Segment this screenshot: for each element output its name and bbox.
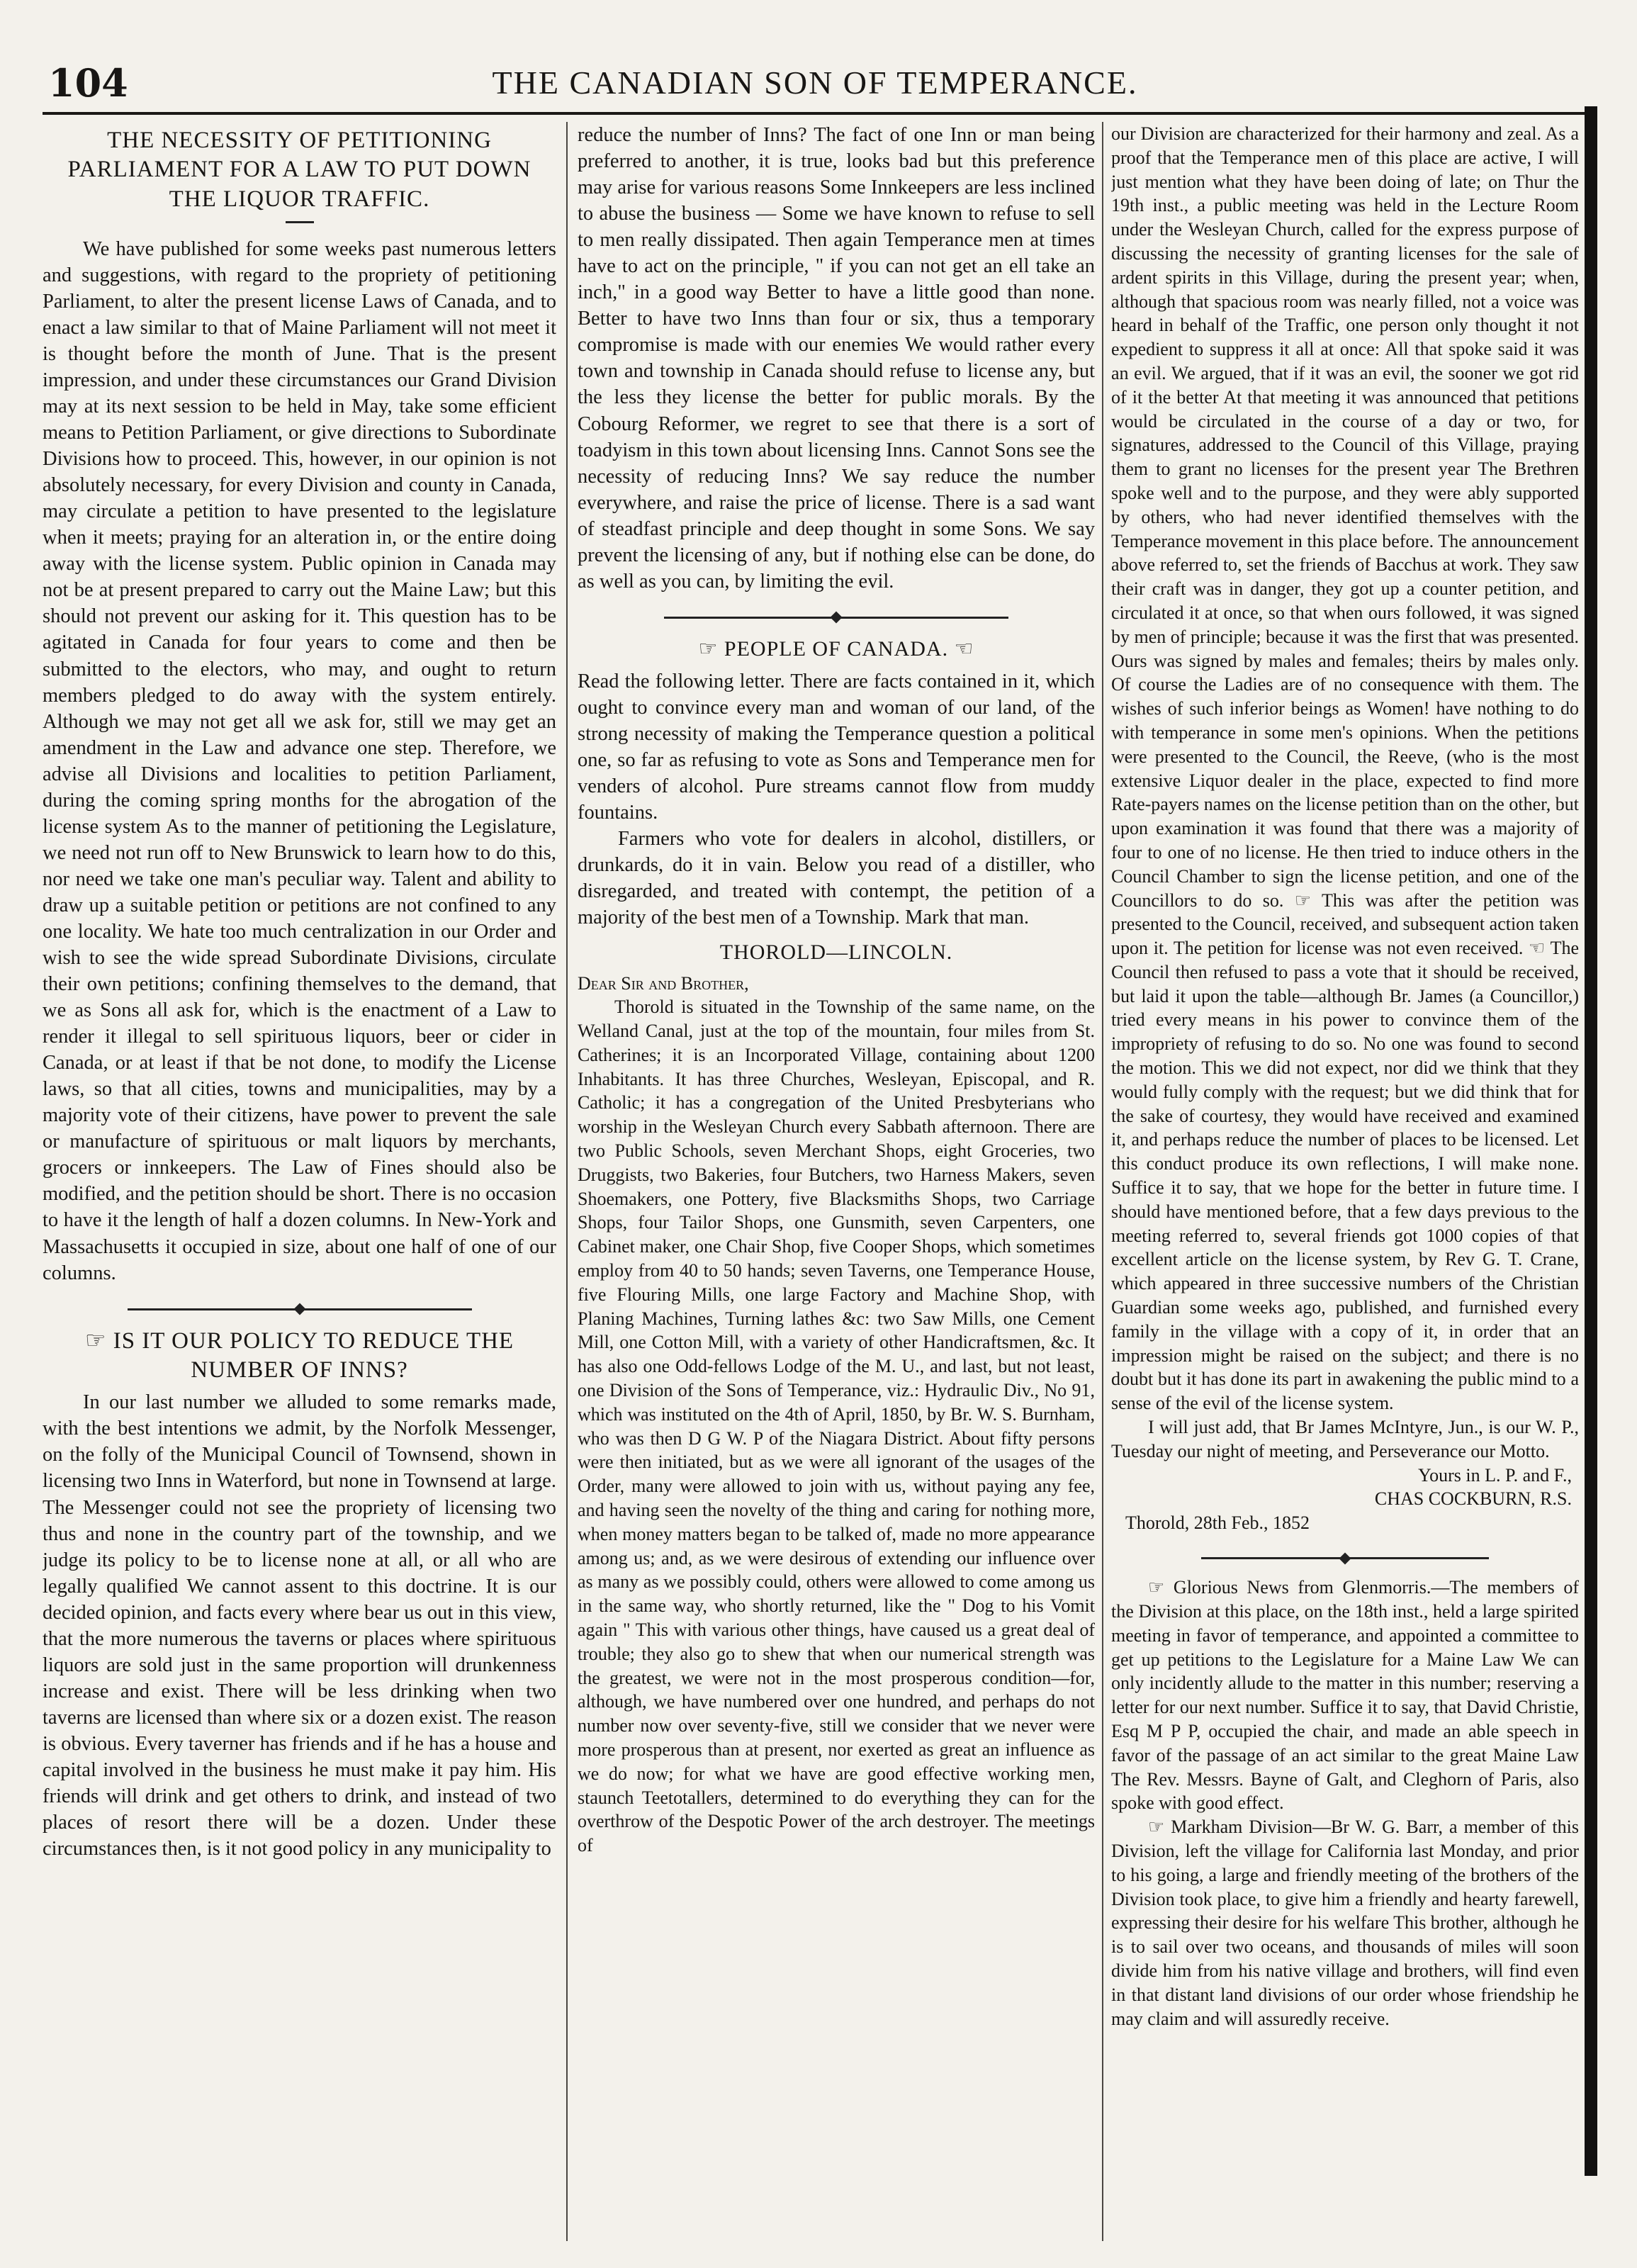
- masthead: [43, 58, 1587, 108]
- journal-title: THE CANADIAN SON OF TEMPERANCE.: [492, 64, 1138, 101]
- letter-paragraph: Thorold is situated in the Township of the same name, on the Welland Canal, just at the top of the mountain, four miles from St. Catherines; it is an Incorporated Village, containing about 1200 Inhabitants. It has three Churches, Wesleyan, Episcopal, and R. Catholic; it has a congregation of the United Presbyterians who worship in the Wesleyan Church every Sabbath afternoon. There are two Public Schools, seven Merchant Shops, eight Groceries, two Druggists, two Bakeries, four Butchers, two Harness Makers, seven Shoemakers, one Pottery, five Blacksmiths Shops, two Carriage Shops, four Tailor Shops, one Gunsmith, seven Carpenters, one Cabinet maker, one Chair Shop, five Cooper Shops, which sometimes employ from 40 to 50 hands; seven Taverns, one Temperance House, five Flouring Mills, one large Factory and Machine Shop, with Planing Machines, Turning lathes &c: two Saw Mills, one Cement Mill, one Cotton Mill, with a variety of other Handicraftsmen, &c. It has also one Odd-fellows Lodge of the M. U., and last, but not least, one Division of the Sons of Temperance, viz.: Hydraulic Div., No 91, which was instituted on the 4th of April, 1850, by Br. W. S. Burnham, who was then D G W. P of the Niagara District. About fifty persons were then initiated, but as we were all ignorant of the usages of the Order, many were allowed to join with us, without paying any fee, and having seen the novelty of the thing and caring for nothing more, when money matters began to be talked of, made no more appearance among us; and, as we were desirous of extending our influence over as many as we possibly could, others were allowed to come among us in the same way, who shortly returned, like the " Dog to his Vomit again " This with various other things, have caused us a great deal of trouble; they also go to shew that when our numerical strength was the greatest, we were not in the most prosperous condition—for, although, we have numbered over one hundred, and perhaps do not number now over seventy-five, still we consider that we never were more prosperous than at present, nor exerted as great an influence as we do now; for what we have are good effective working men, staunch Teetotallers, determined to do everything they can for the overthrow of the Despotic Power of the arch destroyer. The meetings of: [578, 997, 1095, 1856]
- article-headline: THE NECESSITY OF PETITIONING PARLIAMENT FOR A LAW TO PUT DOWN THE LIQUOR TRAFFIC.: [67, 128, 531, 212]
- letter-place-date: Thorold, 28th Feb., 1852: [1125, 1512, 1310, 1534]
- news-item: ☞ Glorious News from Glenmorris.—The members of the Division at this place, on the 18th inst., held a large spirited meeting in favor of temperance, and appointed a committee to get up petitions to the Legislature for a Maine Law We can only incidently allude to the matter in this number; reserving a letter for our next number. Suffice it to say, that David Christie, Esq M P P, occupied the chair, and made an able speech in favor of the passage of an act similar to the great Maine Law The Rev. Messrs. Bayne of Galt, and Cleghorn of Paris, also spoke with good effect.: [1111, 1577, 1579, 1814]
- article-paragraph: In our last number we alluded to some remarks made, with the best intentions we admit, by the Norfolk Messenger, on the folly of the Municipal Council of Townsend, shown in licensing two Inns in Waterford, but none in Townsend at large. The Messenger could not see the propriety of licensing two thus and none in the country part of the township, and we judge its policy to be to license none at all, or all who are legally qualified We cannot assent to this doctrine. It is our decided opinion, and facts every where bear us out in this view, that the more numerous the taverns or places where spirituous liquors are sold just in the same proportion will drunkenness increase and exist. There will be less drinking when two taverns are licensed than where six or a dozen exist. The reason is obvious. Every taverner has friends and if he has a house and capital involved in the business he must make it pay him. His friends will drink and get others to drink, and instead of two places of resort there will be a dozen. Under these circumstances then, is it not good policy in any municipality to: [43, 1391, 556, 1860]
- section-ornament: [578, 606, 1095, 628]
- section-ornament: [43, 1298, 556, 1320]
- letter-paragraph: I will just add, that Br James McIntyre, Jun., is our W. P., Tuesday our night of meeting, and Perseverance our Motto.: [1111, 1417, 1579, 1461]
- masthead-rule: [43, 112, 1587, 115]
- letter-signature: CHAS COCKBURN, R.S.: [1374, 1488, 1572, 1510]
- short-rule: [286, 221, 314, 223]
- letter-title: THOROLD—LINCOLN.: [719, 940, 953, 964]
- section-ornament: [1111, 1546, 1579, 1568]
- letter-salutation: Dear Sir and Brother,: [578, 972, 749, 994]
- letter-paragraph: our Division are characterized for their harmony and zeal. As a proof that the Temperance men of this place are active, I will just mention what they have been doing of late; on Thur the 19th inst., a public meeting was held in the Lecture Room under the Wesleyan Church, called for the express purpose of discussing the necessity of granting licenses for the sale of ardent spirits in this Village, during the present year; when, although that spacious room was nearly filled, not a voice was heard in behalf of the Traffic, one person only thought it not expedient to suppress it all at once: All that spoke said it was an evil. We argued, that if it was an evil, the sooner we got rid of it the better At that meeting it was announced that petitions would be circulated in the course of a day or two, for signatures, addressed to the Council of this Village, praying them to grant no licenses for the present year The Brethren spoke well and to the purpose, and they were ably supported by others, who had never identified themselves with the Temperance movement in this place before. The announcement above referred to, set the friends of Bacchus at work. They saw their craft was in danger, they got up a counter petition, and circulated it at once, so that when ours followed, it was signed by men of principle; because it was the first that was presented. Ours was signed by males and females; theirs by males only. Of course the Ladies are of no consequence with them. The wishes of such inferior beings as Women! have nothing to do with temperance in some men's opinions. When the petitions were presented to the Council, the Reeve, (who is the most extensive Liquor dealer in the place, expected to find more Rate-payers names on the license petition than on the other, but upon examination it was found that there was a majority of four to one of no license. He then tried to induce others in the Council Chamber to sign the license petition, and one of the Councillors to do so. ☞ This was after the petition was presented to the Council, received, and subsequent action taken upon it. The petition for license was not even received. ☜ The Council then refused to pass a vote that it should be received, but laid it upon the table—although Br. James (a Councillor,) tried every means in his power to convince them of the impropriety of refusing to do so. No one was found to second the motion. This we did not expect, nor did we think that they would fully comply with the request; but we did think that for the sake of courtesy, they would have received and examined it, and perhaps reduce the number of places to be licensed. Let this conduct produce its own reflections, I will make none. Suffice it to say, that we hope for the better in future time. I should have mentioned before, that a few days previous to the meeting referred to, several friends got 1000 copies of that excellent article on the license system, by Rev G. T. Crane, which appeared in three successive numbers of the Christian Guardian some weeks ago, published, and furnished every family in the village with a copy of it, in order that an impression might be raised on the subject; and there is no doubt but it has done its part in awakening the public mind to a sense of the evil of the license system.: [1111, 123, 1579, 1414]
- article-paragraph: Read the following letter. There are facts contained in it, which ought to convince every man and woman of our land, of the strong necessity of making the Temperance question a political one, so far as refusing to vote as Sons and Temperance men for venders of alcohol. Pure streams cannot flow from muddy fountains.: [578, 670, 1095, 824]
- news-item: ☞ Markham Division—Br W. G. Barr, a member of this Division, left the village for California last Monday, and prior to his going, a large and friendly meeting of the brothers of the Division took place, to give him a friendly and hearty farewell, expressing their desire for his welfare This brother, although he is to sail over two oceans, and thousands of miles will soon divide him from his native village and brothers, will find even in that distant land divisions of our order whose friendship he may claim and will assuredly receive.: [1111, 1817, 1579, 2029]
- letter-closing: Yours in L. P. and F.,: [1417, 1464, 1572, 1486]
- article-headline: ☞ IS IT OUR POLICY TO REDUCE THE NUMBER OF INNS?: [84, 1327, 514, 1383]
- column-3: [1111, 122, 1579, 2255]
- page-number: 104: [48, 60, 128, 106]
- article-paragraph: We have published for some weeks past numerous letters and suggestions, with regard to the propriety of petitioning Parliament, to alter the present license Laws of Canada, and to enact a law similar to that of Maine Parliament will not meet it is thought before the month of June. That is the present impression, and under these circumstances our Grand Division may at its next session to be held in May, take some efficient means to Petition Parliament, or give directions to Subordinate Divisions how to proceed. This, however, in our opinion is not absolutely necessary, for every Division and county in Canada, may circulate a petition to have presented to the legislature when it meets; praying for an alteration in, or the entire doing away with the license system. Public opinion in Canada may not be at present prepared to carry out the Maine Law; but this should not prevent our asking for it. This question has to be agitated in Canada for four years to come and then be submitted to the electors, who may, and ought to return members pledged to do away with the system entirely. Although we may not get all we ask for, still we may get an amendment in the Law and advance one step. Therefore, we advise all Divisions and localities to petition Parliament, during the coming spring months for the abrogation of the license system As to the manner of petitioning the Legislature, we need not run off to New Brunswick to learn how to do this, nor need we take one man's peculiar way. Talent and ability to draw up a suitable petition or petitions are not confined to any one locality. We hate too much centralization in our Order and wish to see the wide spread Subordinate Divisions, circulate their own petitions; confining themselves to the demand, that we as Sons all ask for, which is the enactment of a Law to render it illegal to sell spirituous liquors, beer or cider in Canada, or at least if that be not done, to modify the License laws, so that all cities, towns and municipalities, may by a majority vote of their citizens, have power to prevent the sale or manufacture of spirituous or malt liquors by merchants, grocers or innkeepers. The Law of Fines should also be modified, and the petition should be short. There is no occasion to have it the length of half a dozen columns. In New-York and Massachusetts it occupied in size, about one half of one of our columns.: [43, 237, 556, 1284]
- section-headline: ☞ PEOPLE OF CANADA. ☜: [698, 637, 974, 661]
- article-paragraph: Farmers who vote for dealers in alcohol, distillers, or drunkards, do it in vain. Below you read of a distiller, who disregarded, and treated with contempt, the petition of a majority of the best men of a Township. Mark that man.: [578, 828, 1095, 929]
- page-edge-shadow: [1585, 106, 1597, 2176]
- article-paragraph: reduce the number of Inns? The fact of one Inn or man being preferred to another, it is true, looks bad but this preference may arise for various reasons Some Innkeepers are less inclined to abuse the business — Some we have known to refuse to sell to men really dissipated. Then again Temperance men at times have to act on the principle, " if you can not get an ell take an inch," in a good way Better to have a little good than none. Better to have two Inns than four or six, thus a temporary compromise is made with our enemies We would rather every town and township in Canada should refuse to license any, but the less they license the better for public morals. By the Cobourg Reformer, we regret to see that there is a sort of toadyism in this town about licensing Inns. Cannot Sons see the necessity of reducing Inns? We say reduce the number everywhere, and raise the price of license. There is a sad want of steadfast principle and deep thought in some Sons. We say prevent the licensing of any, but if nothing else can be done, do as well as you can, by limiting the evil.: [578, 124, 1095, 593]
- column-divider: [1102, 122, 1103, 2241]
- column-1: [43, 122, 556, 2255]
- column-2: [578, 122, 1095, 2255]
- column-divider: [566, 122, 568, 2241]
